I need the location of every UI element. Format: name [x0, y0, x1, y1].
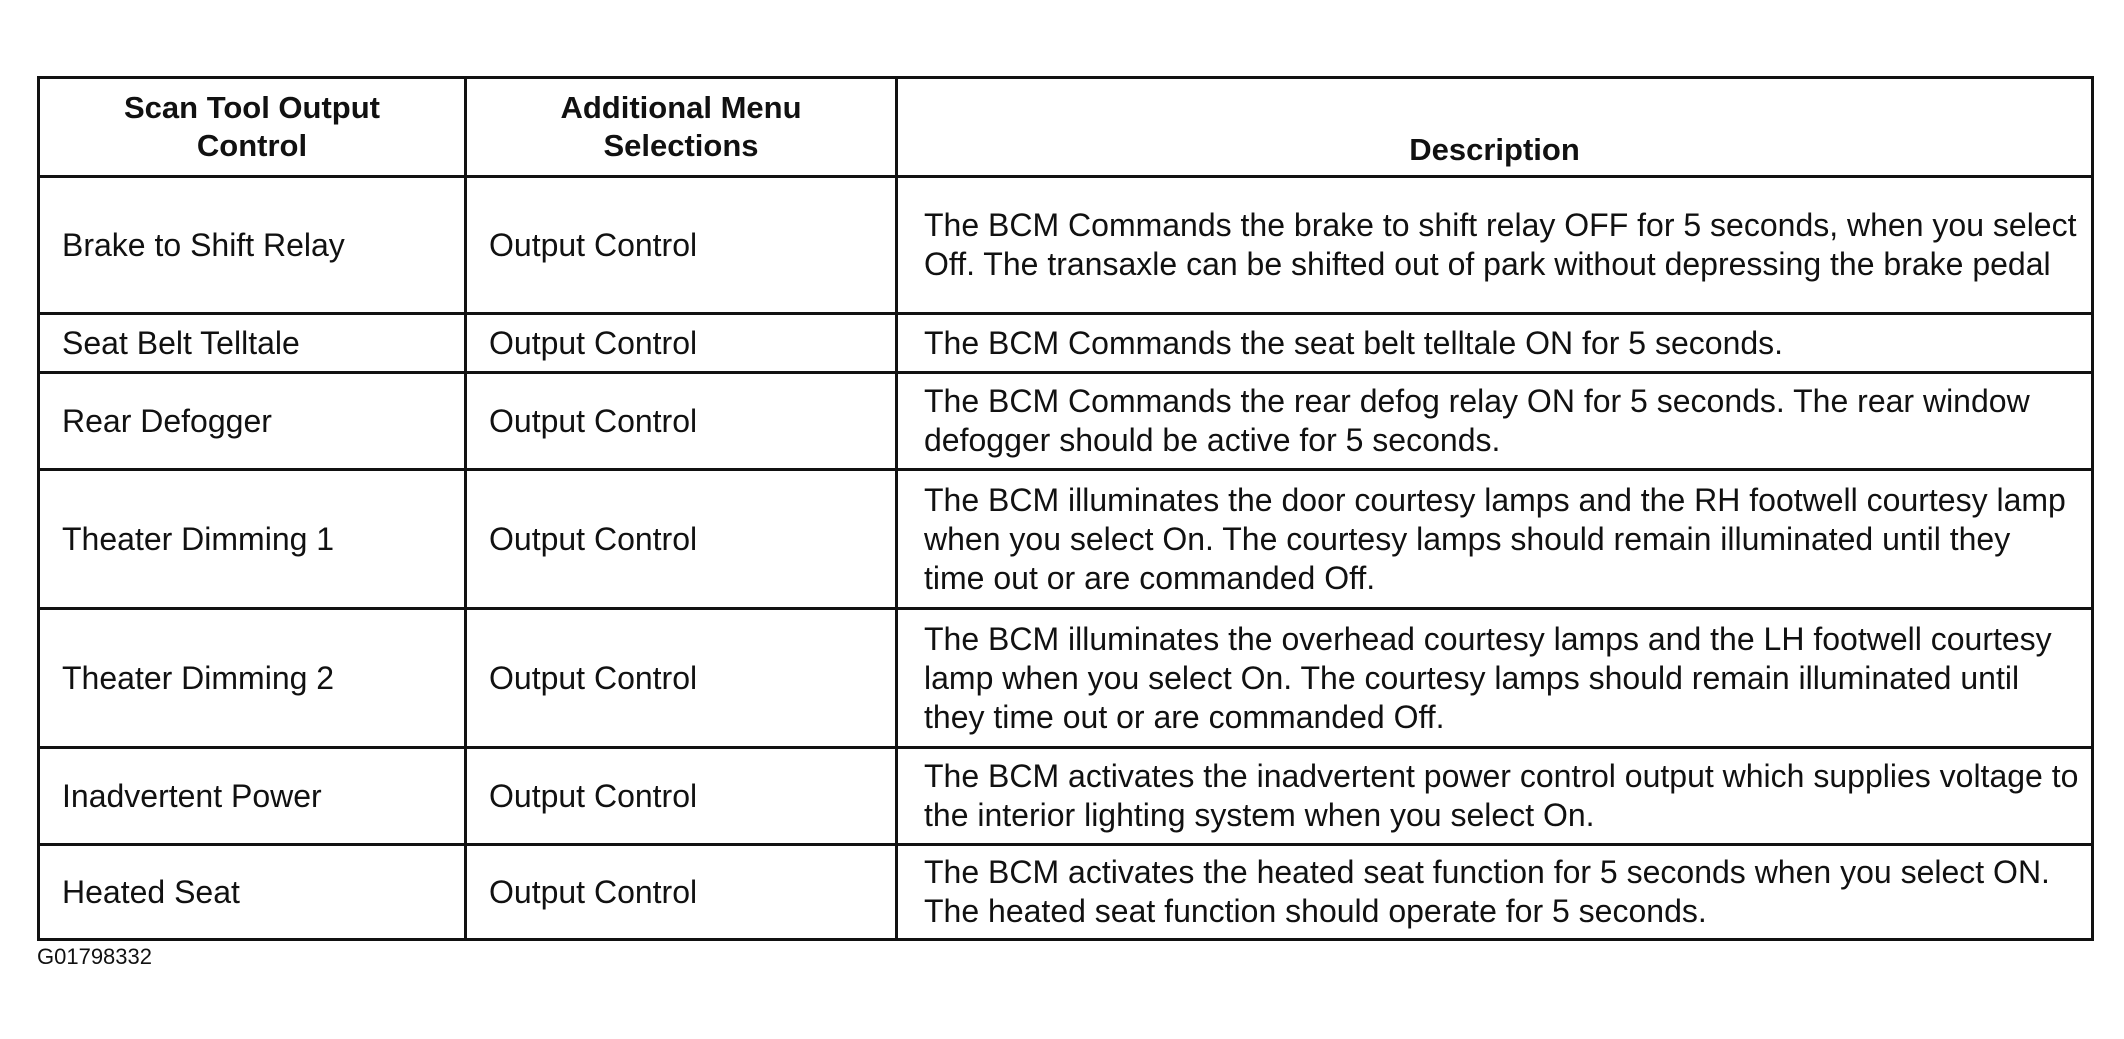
cell-menu: Output Control — [466, 314, 897, 373]
table-row — [39, 177, 2093, 314]
figure-id: G01798332 — [37, 944, 152, 969]
table-row — [39, 748, 2093, 845]
cell-menu: Output Control — [466, 177, 897, 314]
output-control-table-container — [37, 76, 2091, 941]
cell-description: The BCM activates the inadvertent power control output which supplies voltage to the interior lighting system when you select On. — [897, 748, 2093, 845]
cell-description: The BCM illuminates the door courtesy lamps and the RH footwell courtesy lamp when you select On. The courtesy lamps should remain illuminated until they time out or are commanded Off. — [897, 470, 2093, 609]
cell-menu: Output Control — [466, 845, 897, 940]
header-description: Description — [897, 78, 2093, 177]
cell-menu: Output Control — [466, 609, 897, 748]
output-control-table — [37, 76, 2094, 941]
cell-control: Rear Defogger — [39, 373, 466, 470]
cell-description: The BCM activates the heated seat function for 5 seconds when you select ON. The heated seat function should operate for 5 seconds. — [897, 845, 2093, 940]
cell-control: Theater Dimming 2 — [39, 609, 466, 748]
cell-description: The BCM Commands the rear defog relay ON for 5 seconds. The rear window defogger should be active for 5 seconds. — [897, 373, 2093, 470]
cell-control: Inadvertent Power — [39, 748, 466, 845]
table-header-row — [39, 78, 2093, 177]
table-row — [39, 373, 2093, 470]
cell-description: The BCM Commands the seat belt telltale ON for 5 seconds. — [897, 314, 2093, 373]
cell-menu: Output Control — [466, 373, 897, 470]
cell-menu: Output Control — [466, 748, 897, 845]
table-row — [39, 314, 2093, 373]
header-additional-menu-selections: Additional Menu Selections — [466, 78, 897, 177]
table-row — [39, 845, 2093, 940]
cell-menu: Output Control — [466, 470, 897, 609]
cell-control: Theater Dimming 1 — [39, 470, 466, 609]
cell-description: The BCM illuminates the overhead courtesy lamps and the LH footwell courtesy lamp when you select On. The courtesy lamps should remain illuminated until they time out or are commanded Off. — [897, 609, 2093, 748]
header-scan-tool-output-control: Scan Tool Output Control — [39, 78, 466, 177]
table-row — [39, 470, 2093, 609]
cell-control: Heated Seat — [39, 845, 466, 940]
cell-control: Brake to Shift Relay — [39, 177, 466, 314]
cell-description: The BCM Commands the brake to shift relay OFF for 5 seconds, when you select Off. The transaxle can be shifted out of park without depressing the brake pedal — [897, 177, 2093, 314]
table-row — [39, 609, 2093, 748]
cell-control: Seat Belt Telltale — [39, 314, 466, 373]
